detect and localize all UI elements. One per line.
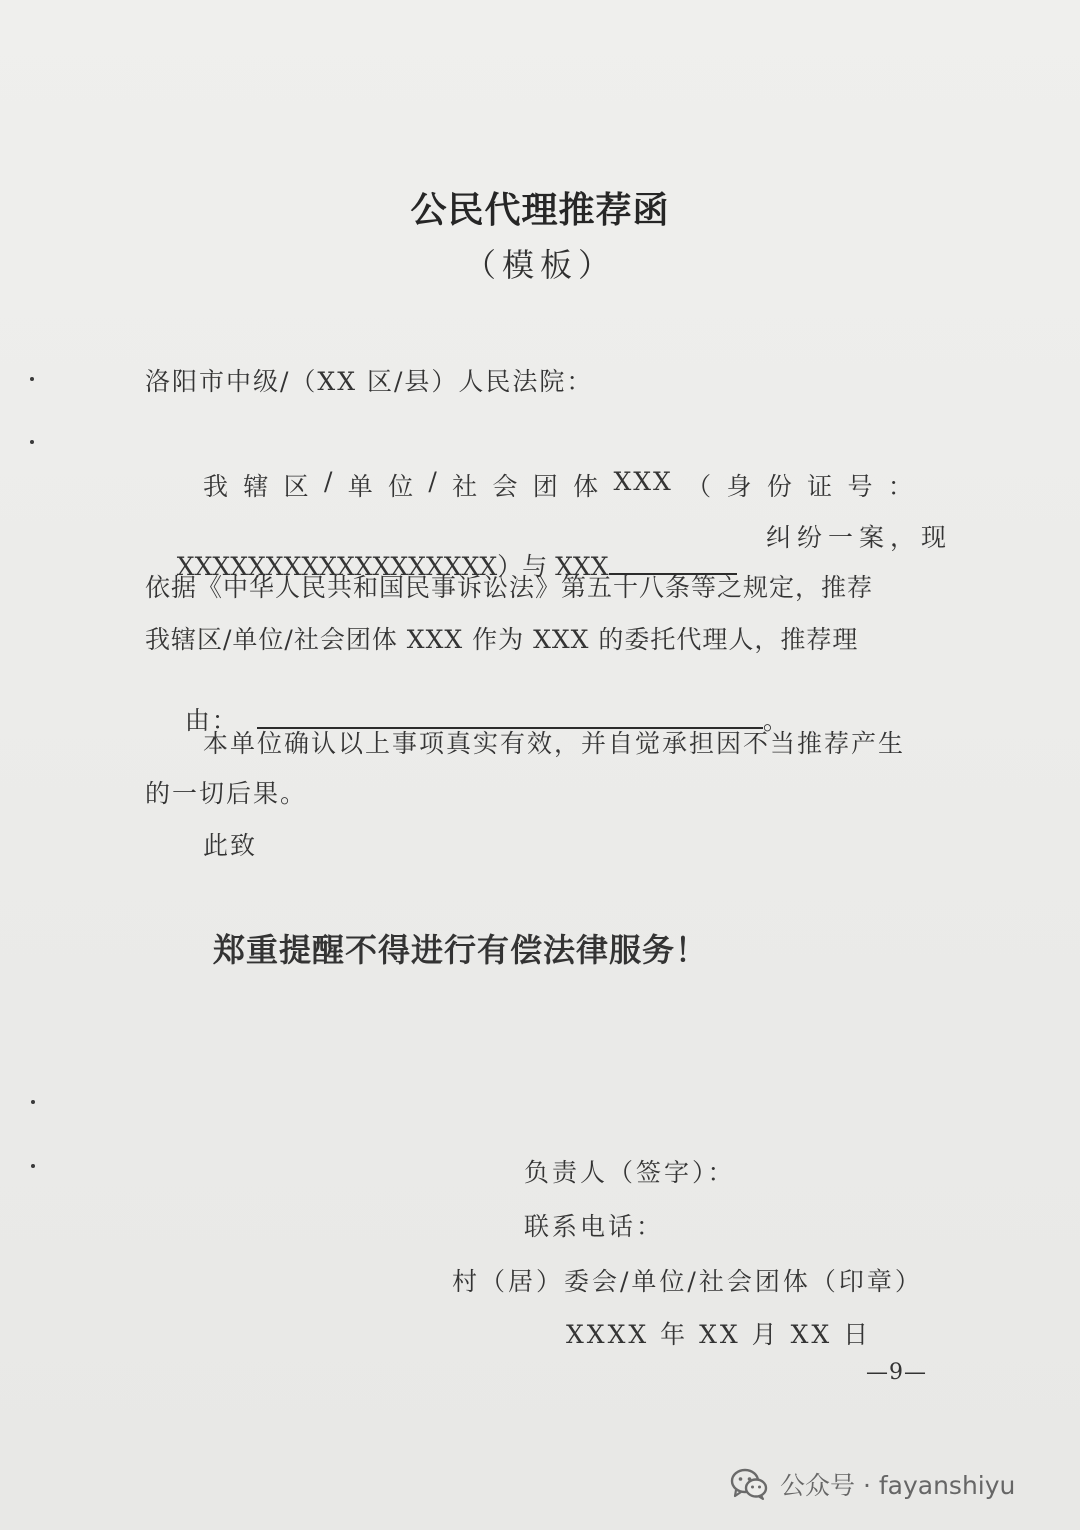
watermark-text: 公众号 · fayanshiyu bbox=[780, 1471, 1016, 1500]
addressee: 洛阳市中级/（XX 区/县）人民法院： bbox=[145, 367, 594, 396]
signature-date: XXXX 年 XX 月 XX 日 bbox=[566, 1320, 872, 1349]
organization-seal: 村（居）委会/单位/社会团体（印章） bbox=[452, 1267, 923, 1296]
closing-salutation: 此致 bbox=[203, 831, 258, 860]
paragraph2-line2: 的一切后果。 bbox=[145, 779, 308, 808]
paragraph1-line4: 我辖区/单位/社会团体 XXX 作为 XXX 的委托代理人，推荐理 bbox=[145, 625, 859, 654]
paid-service-warning: 郑重提醒不得进行有偿法律服务！ bbox=[213, 931, 709, 969]
document-subtitle: （模板） bbox=[463, 246, 616, 284]
binding-mark bbox=[31, 1100, 35, 1104]
paragraph1-line2: XXXXXXXXXXXXXXXXXX）与 XXX bbox=[145, 518, 737, 612]
paragraph1-line5: 由： 。 bbox=[184, 706, 790, 735]
binding-mark bbox=[30, 440, 34, 444]
page-number: —9— bbox=[866, 1360, 927, 1385]
paragraph1-line2-suffix: 纠纷一案，现 bbox=[766, 523, 953, 552]
contact-phone: 联系电话： bbox=[524, 1212, 665, 1241]
binding-mark bbox=[31, 1164, 35, 1168]
paragraph1-line1: 我 辖 区 / 单 位 / 社 会 团 体 XXX （ 身 份 证 号 ： bbox=[203, 467, 915, 501]
paragraph2-line1: 本单位确认以上事项真实有效，并自觉承担因不当推荐产生 bbox=[203, 729, 906, 758]
wechat-watermark bbox=[730, 1466, 1015, 1502]
responsible-person-signature: 负责人（签字）： bbox=[524, 1158, 736, 1187]
document-title: 公民代理推荐函 bbox=[410, 189, 670, 231]
paragraph1-line3: 依据《中华人民共和国民事诉讼法》第五十八条等之规定，推荐 bbox=[145, 573, 874, 602]
wechat-icon bbox=[730, 1467, 768, 1501]
binding-mark bbox=[30, 377, 34, 381]
